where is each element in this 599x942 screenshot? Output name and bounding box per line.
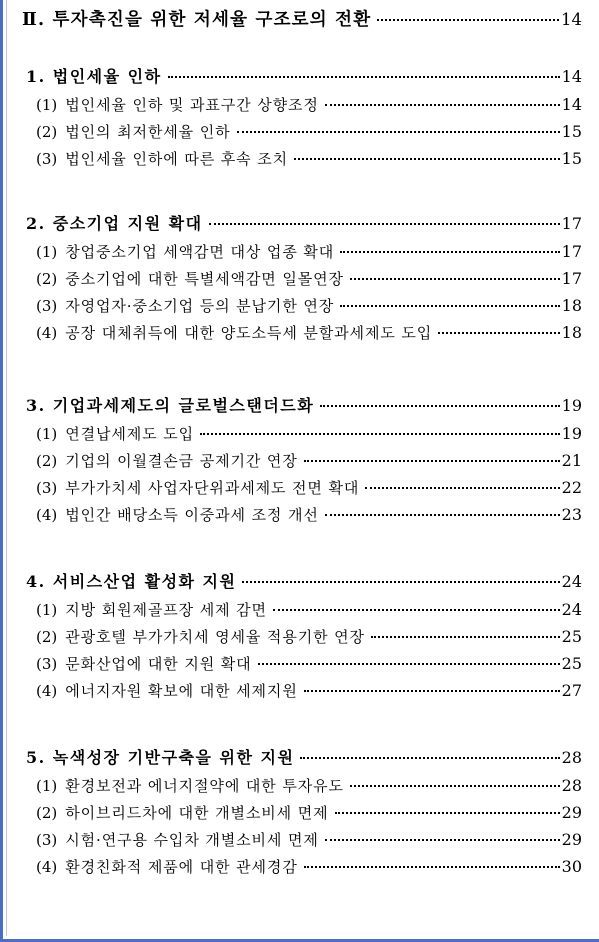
toc-item-page-number: 18 <box>561 296 582 315</box>
toc-item[interactable] <box>36 653 582 674</box>
toc-item-title: 관광호텔 부가가치세 영세율 적용기한 연장 <box>65 628 365 646</box>
toc-item[interactable] <box>36 241 582 262</box>
toc-item-label <box>36 680 298 701</box>
toc-item-number: (1) <box>36 777 58 795</box>
dot-leader <box>320 405 559 407</box>
toc-item-label <box>36 322 432 343</box>
toc-item-title: 하이브리드차에 대한 개별소비세 면제 <box>65 804 329 822</box>
dot-leader <box>438 332 559 334</box>
section-title: 2. 중소기업 지원 확대 <box>26 214 203 233</box>
toc-item-label <box>36 148 288 169</box>
section-page-number: 24 <box>561 572 582 591</box>
section-page-number: 28 <box>561 748 582 767</box>
dot-leader <box>304 866 560 868</box>
toc-item-title: 환경친화적 제품에 대한 관세경감 <box>65 858 298 876</box>
toc-item-label <box>36 802 329 823</box>
toc-item-page-number: 17 <box>561 242 582 261</box>
toc-item[interactable] <box>36 856 582 877</box>
section-title: 1. 법인세율 인하 <box>26 67 162 86</box>
section-heading[interactable] <box>26 745 582 768</box>
toc-item-label <box>36 599 267 620</box>
toc-item-page-number: 29 <box>561 830 582 849</box>
section-heading[interactable] <box>26 569 582 592</box>
toc-item-number: (2) <box>36 628 58 646</box>
toc-item-number: (3) <box>36 479 58 497</box>
toc-item-title: 법인의 최저한세율 인하 <box>65 123 231 141</box>
toc-item-page-number: 22 <box>561 478 582 497</box>
dot-leader <box>294 158 560 160</box>
toc-item[interactable] <box>36 680 582 701</box>
section-page-number: 19 <box>561 396 582 415</box>
toc-item-title: 법인세율 인하에 따른 후속 조치 <box>65 150 288 168</box>
dot-leader <box>350 278 560 280</box>
section-title: 3. 기업과세제도의 글로벌스탠더드화 <box>26 396 315 415</box>
dot-leader <box>209 223 560 225</box>
toc-item-title: 부가가치세 사업자단위과세제도 전면 확대 <box>65 479 360 497</box>
toc-item-number: (3) <box>36 655 58 673</box>
section-page-number: 17 <box>561 214 582 233</box>
toc-item-title: 에너지자원 확보에 대한 세제지원 <box>65 682 298 700</box>
dot-leader <box>242 581 559 583</box>
toc-item-number: (1) <box>36 601 58 619</box>
dot-leader <box>325 514 560 516</box>
toc-item-label <box>36 423 194 444</box>
toc-item-page-number: 28 <box>561 776 582 795</box>
dot-leader <box>237 131 560 133</box>
toc-item-label <box>36 121 231 142</box>
toc-item-label <box>36 626 365 647</box>
toc-item-title: 문화산업에 대한 지원 확대 <box>65 655 252 673</box>
toc-item-number: (1) <box>36 96 58 114</box>
toc-item-label <box>36 477 359 498</box>
toc-item[interactable] <box>36 121 582 142</box>
section-heading[interactable] <box>26 393 582 416</box>
toc-item-page-number: 19 <box>561 424 582 443</box>
toc-item-page-number: 25 <box>561 654 582 673</box>
part-title: Ⅱ. 투자촉진을 위한 저세율 구조로의 전환 <box>22 10 372 30</box>
toc-item[interactable] <box>36 268 582 289</box>
toc-item-title: 자영업자·중소기업 등의 분납기한 연장 <box>65 297 335 315</box>
dot-leader <box>304 690 560 692</box>
toc-item[interactable] <box>36 626 582 647</box>
dot-leader <box>200 433 560 435</box>
toc-item-label <box>36 450 298 471</box>
toc-item-label <box>36 504 319 525</box>
toc-item-number: (4) <box>36 682 58 700</box>
toc-item-page-number: 15 <box>561 149 582 168</box>
part-page-number: 14 <box>561 10 582 29</box>
toc-item-number: (2) <box>36 270 58 288</box>
toc-item-title: 창업중소기업 세액감면 대상 업종 확대 <box>65 243 335 261</box>
toc-item-title: 연결납세제도 도입 <box>65 425 195 443</box>
dot-leader <box>168 76 560 78</box>
toc-item[interactable] <box>36 148 582 169</box>
toc-item-page-number: 30 <box>561 857 582 876</box>
dot-leader <box>300 757 559 759</box>
toc-item[interactable] <box>36 829 582 850</box>
toc-item-number: (1) <box>36 425 58 443</box>
section-heading[interactable] <box>26 64 582 87</box>
toc-item-page-number: 23 <box>561 505 582 524</box>
toc-item[interactable] <box>36 504 582 525</box>
toc-item-page-number: 21 <box>561 451 582 470</box>
toc-item-label <box>36 241 334 262</box>
dot-leader <box>335 812 560 814</box>
toc-item-number: (3) <box>36 150 58 168</box>
toc-item-number: (4) <box>36 324 58 342</box>
toc-item-title: 법인간 배당소득 이중과세 조정 개선 <box>65 506 319 524</box>
toc-item-title: 공장 대체취득에 대한 양도소득세 분할과세제도 도입 <box>65 324 433 342</box>
toc-item-title: 지방 회원제골프장 세제 감면 <box>65 601 267 619</box>
toc-item-number: (2) <box>36 804 58 822</box>
toc-item[interactable] <box>36 94 582 115</box>
dot-leader <box>325 104 560 106</box>
toc-item-page-number: 14 <box>561 95 582 114</box>
toc-item[interactable] <box>36 477 582 498</box>
toc-item-number: (2) <box>36 452 58 470</box>
toc-item[interactable] <box>36 775 582 796</box>
toc-item-label <box>36 295 334 316</box>
toc-item-number: (1) <box>36 243 58 261</box>
toc-item-title: 중소기업에 대한 특별세액감면 일몰연장 <box>65 270 344 288</box>
toc-item-title: 기업의 이월결손금 공제기간 연장 <box>65 452 298 470</box>
dot-leader <box>340 305 559 307</box>
toc-item-label <box>36 94 319 115</box>
dot-leader <box>340 251 559 253</box>
toc-item-label <box>36 775 344 796</box>
toc-item-page-number: 15 <box>561 122 582 141</box>
toc-item[interactable] <box>36 295 582 316</box>
toc-item-title: 환경보전과 에너지절약에 대한 투자유도 <box>65 777 344 795</box>
toc-item-label <box>36 653 252 674</box>
toc-item-page-number: 24 <box>561 600 582 619</box>
toc-item[interactable] <box>36 802 582 823</box>
toc-item-number: (3) <box>36 831 58 849</box>
toc-item-page-number: 17 <box>561 269 582 288</box>
toc-item-number: (4) <box>36 506 58 524</box>
section-title: 5. 녹색성장 기반구축을 위한 지원 <box>26 748 295 767</box>
dot-leader <box>377 19 559 21</box>
dot-leader <box>273 609 560 611</box>
toc-item-title: 법인세율 인하 및 과표구간 상향조정 <box>65 96 319 114</box>
toc-item-number: (2) <box>36 123 58 141</box>
toc-item-page-number: 29 <box>561 803 582 822</box>
dot-leader <box>371 636 560 638</box>
toc-item[interactable] <box>36 322 582 343</box>
dot-leader <box>325 839 560 841</box>
toc-item-label <box>36 856 298 877</box>
toc-item-label <box>36 268 344 289</box>
dot-leader <box>365 487 559 489</box>
dot-leader <box>350 785 560 787</box>
toc-item-title: 시험·연구용 수입차 개별소비세 면제 <box>65 831 319 849</box>
section-page-number: 14 <box>561 67 582 86</box>
toc-item[interactable] <box>36 599 582 620</box>
toc-item[interactable] <box>36 423 582 444</box>
section-heading[interactable] <box>26 211 582 234</box>
part-heading[interactable] <box>22 6 582 31</box>
toc-item-page-number: 18 <box>561 323 582 342</box>
section-title: 4. 서비스산업 활성화 지원 <box>26 572 237 591</box>
dot-leader <box>304 460 560 462</box>
toc-item-page-number: 27 <box>561 681 582 700</box>
toc-item-page-number: 25 <box>561 627 582 646</box>
toc-item-label <box>36 829 319 850</box>
toc-item[interactable] <box>36 450 582 471</box>
toc-item-number: (4) <box>36 858 58 876</box>
dot-leader <box>258 663 560 665</box>
toc-item-number: (3) <box>36 297 58 315</box>
